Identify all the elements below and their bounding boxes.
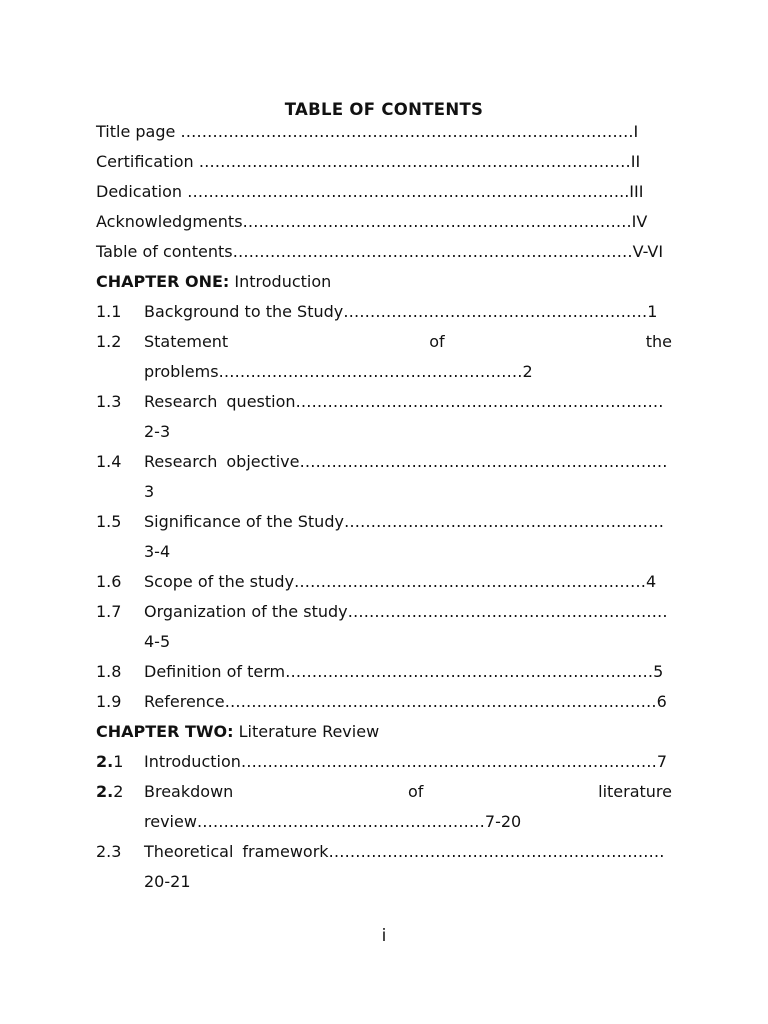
section-text: Organization of the study…………………………………………………… [144,602,668,621]
chapter-two-heading [96,721,379,743]
toc-entry-acknowledgments: Acknowledgments……………………………………………………………….IV [96,212,648,231]
section-text-continuation: 20-21 [144,872,191,891]
section-number-bold: 2. [96,752,114,771]
toc-entry-table-of-contents: Table of contents…………………………………………………………………V-VI [96,242,664,261]
word: framework……………………………………………………… [242,842,665,861]
section-text-continuation: review………………………………………………7-20 [144,812,522,831]
toc-entry-dedication: Dedication ………………………………………………………………………..III [96,182,644,201]
section-text: Definition of term……………………………………………………………5 [144,662,664,681]
word: Theoretical [144,842,234,861]
word: Research [144,392,218,411]
section-number: 1.7 [96,602,122,621]
word: the [645,332,672,351]
section-text-continuation: 3 [144,482,155,501]
toc-entry-title-page: Title page ………………………………………………………………………….I [96,122,639,141]
section-number-rest: 2 [113,782,124,801]
section-text-justified [144,451,672,473]
section-text-justified [144,331,672,353]
section-number: 1.8 [96,662,122,681]
section-number: 1.5 [96,512,122,531]
section-text-justified [144,781,672,803]
section-text: Introduction……………………………………………………………………7 [144,752,668,771]
section-number-bold: 2. [96,782,114,801]
section-text: Background to the Study…………………………………………………1 [144,302,658,321]
word: literature [598,782,672,801]
section-number [96,751,123,773]
chapter-two-title: Literature Review [233,722,380,741]
section-text-continuation: 3-4 [144,542,171,561]
section-number [96,781,123,803]
section-text-continuation: 2-3 [144,422,171,441]
section-text: Scope of the study…………………………………………………………4 [144,572,657,591]
chapter-one-label: CHAPTER ONE: [96,272,230,291]
section-text-justified [144,841,672,863]
section-number: 1.9 [96,692,122,711]
toc-entry-certification: Certification ………………………………………………………………………II [96,152,641,171]
section-number: 1.3 [96,392,122,411]
section-text-continuation: problems…………………………………………………2 [144,362,533,381]
section-number: 1.2 [96,332,122,351]
chapter-one-heading [96,271,331,293]
chapter-one-title: Introduction [229,272,332,291]
word: objective…………………………………………………………… [226,452,668,471]
chapter-two-label: CHAPTER TWO: [96,722,234,741]
word: Statement [144,332,229,351]
section-text-continuation: 4-5 [144,632,171,651]
section-number: 1.1 [96,302,122,321]
section-text: Significance of the Study…………………………………………………… [144,512,664,531]
section-number: 1.6 [96,572,122,591]
word: of [429,332,445,351]
word: Breakdown [144,782,234,801]
word: Research [144,452,218,471]
section-number: 1.4 [96,452,122,471]
word: of [408,782,424,801]
section-text: Reference………………………………………………………………………6 [144,692,667,711]
section-text-justified [144,391,672,413]
section-number: 2.3 [96,842,122,861]
page-number: i [381,926,387,946]
section-number-rest: 1 [113,752,124,771]
toc-title: TABLE OF CONTENTS [284,100,484,119]
word: question…………………………………………………………… [226,392,664,411]
